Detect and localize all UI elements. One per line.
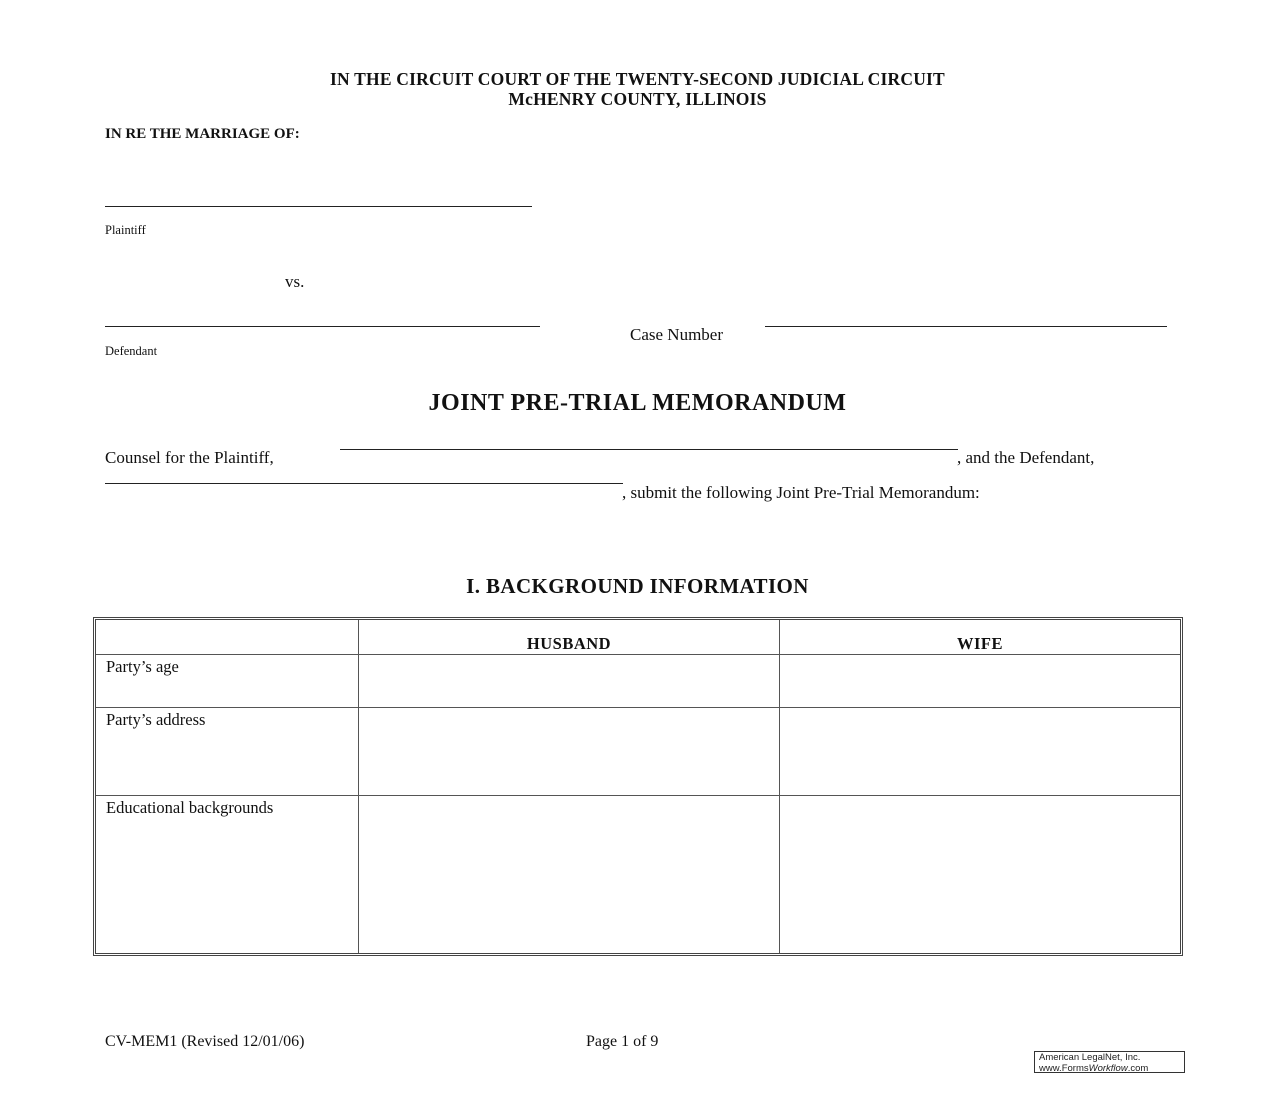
column-header-wife: WIFE [780,620,1180,655]
case-number-field[interactable] [765,326,1167,327]
publisher-url-part2: Workflow [1088,1062,1128,1074]
page-number-label: Page 1 of 9 [586,1033,659,1050]
versus-label: vs. [285,272,305,291]
plaintiff-counsel-field[interactable] [340,449,958,450]
table-header-row [96,620,1180,655]
plaintiff-label: Plaintiff [105,223,146,237]
defendant-label: Defendant [105,344,158,358]
in-re-marriage-label: IN RE THE MARRIAGE OF: [105,126,300,142]
section-background-title: I. BACKGROUND INFORMATION [466,574,809,598]
table-header-blank [96,620,359,655]
publisher-badge [1034,1051,1185,1073]
husband-education-cell[interactable] [359,796,780,953]
husband-age-cell[interactable] [359,655,780,708]
row-label-education: Educational backgrounds [96,796,359,953]
defendant-name-field[interactable] [105,326,540,327]
table-row [96,708,1180,796]
plaintiff-name-field[interactable] [105,206,532,207]
background-info-table [93,617,1183,956]
row-label-address: Party’s address [96,708,359,796]
document-title: JOINT PRE-TRIAL MEMORANDUM [428,390,847,416]
intro-text-part2: , and the Defendant, [957,448,1095,467]
wife-education-cell[interactable] [780,796,1180,953]
case-number-label: Case Number [630,325,724,344]
wife-age-cell[interactable] [780,655,1180,708]
intro-text-part1: Counsel for the Plaintiff, [105,448,274,467]
row-label-age: Party’s age [96,655,359,708]
husband-address-cell[interactable] [359,708,780,796]
defendant-counsel-field[interactable] [105,483,623,484]
form-id-label: CV-MEM1 (Revised 12/01/06) [105,1033,305,1050]
intro-text-part3: , submit the following Joint Pre-Trial Memorandum: [622,483,980,502]
wife-address-cell[interactable] [780,708,1180,796]
court-county-line: McHENRY COUNTY, ILLINOIS [508,89,767,109]
publisher-url-part1: www.Forms [1039,1062,1089,1074]
publisher-name: American LegalNet, Inc. [1039,1052,1141,1063]
table-row [96,655,1180,708]
publisher-url [1039,1064,1184,1075]
publisher-url-part3: .com [1127,1062,1149,1074]
column-header-husband: HUSBAND [359,620,780,655]
table-row [96,796,1180,953]
court-name-line1: IN THE CIRCUIT COURT OF THE TWENTY-SECOND JUDICIAL CIRCUIT [330,69,945,89]
